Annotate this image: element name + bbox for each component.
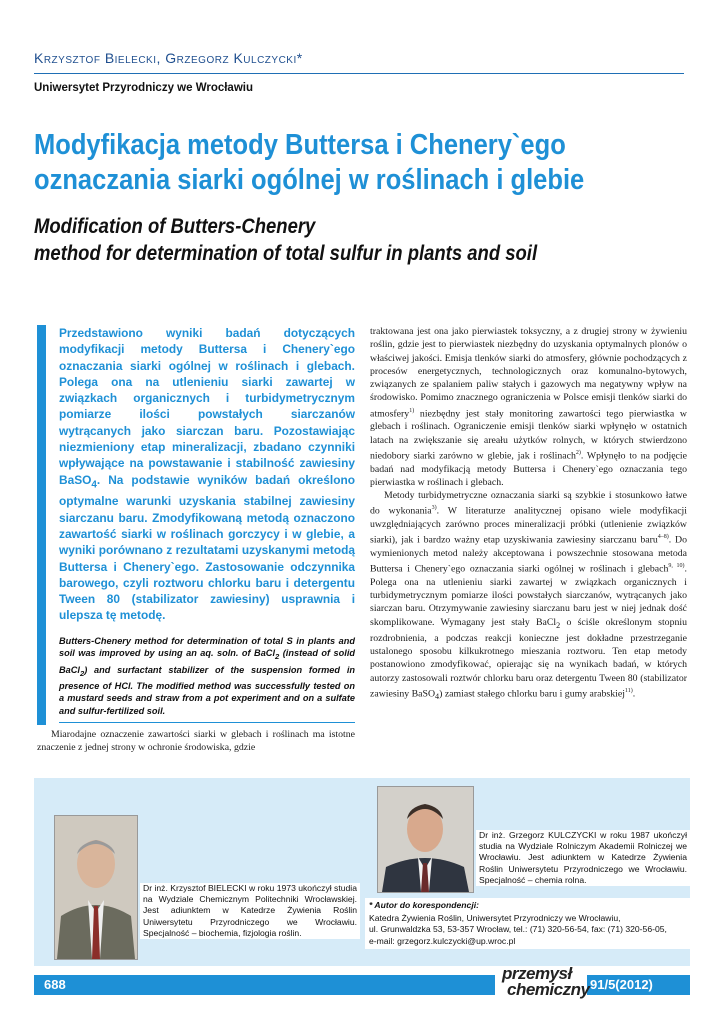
text: niezbędny jest stały monitoring zawartości tego pierwiastka w glebach i roślinach. Ograniczenie emisji tlenków siarki wpłynęło w ostatnich latach na zwiększanie się areału użytków rolnych, w których stwierdzono niedobory siarki zarówno w glebie, jak i roślinach bbox=[370, 408, 687, 462]
citation: 1) bbox=[409, 407, 415, 414]
text: . bbox=[632, 688, 636, 700]
subscript: 2 bbox=[275, 652, 280, 662]
title-polish-line-1: Modyfikacja metody Buttersa i Chenery`ego bbox=[34, 129, 566, 161]
text: . Wpłynęło to na podjęcie badań nad modyfikacją metody Buttersa i Chenery`ego oznaczania tego pierwiastka w roślinach i glebach. bbox=[370, 450, 687, 488]
affiliation: Uniwersytet Przyrodniczy we Wrocławiu bbox=[34, 82, 253, 94]
author-photo-kulczycki bbox=[377, 786, 474, 893]
citation: 4–8) bbox=[657, 534, 669, 541]
authors: Krzysztof Bielecki, Grzegorz Kulczycki* bbox=[34, 50, 303, 66]
title-english-line-1: Modification of Butters-Chenery bbox=[34, 215, 316, 238]
body-column-left bbox=[37, 728, 355, 755]
text: traktowana jest ona jako pierwiastek toksyczny, a z drugiej strony w żywieniu roślin, gdzie jest to pierwiastek niezbędny do uzyskania optymalnych plonów o właściwej jakości. Emisja tlenków siarki do atmosfery, głównie pochodzących z procesów energetycznych, technologicznych oraz komunalno-bytowych, związanych ze spalaniem paliw stałych i gazowych ma negatywny wpływ na środowisko. Pomimo znacznego ograniczenia w Polsce emisji tlenków siarki do atmosfery bbox=[370, 326, 687, 420]
correspondence-line-1: Katedra Żywienia Roślin, Uniwersytet Przyrodniczy we Wrocławiu, bbox=[369, 913, 621, 924]
issue-number: 91/5(2012) bbox=[590, 977, 653, 992]
header-rule bbox=[34, 73, 684, 74]
citation: 11) bbox=[624, 688, 633, 694]
body-paragraph bbox=[370, 325, 687, 489]
abstract-polish-text-cont: . Na podstawie wyników badań określono optymalne warunki uzyskania stabilnej zawiesiny siarczanu baru. Zmodyfikowaną metodą oznaczono zawartość siarki w roślinach gorczycy i w glebie, a wyniki porównano z rezultatami uzyskanymi metodą Buttersa i Chenery`ego. Zastosowanie odczynnika barowego, czyli roztworu chlorku baru i detergentu Tween 80 (stabilizator zawiesiny) usprawnia i ulepsza tę metodę. bbox=[59, 472, 355, 623]
bio-bielecki: Dr inż. Krzysztof BIELECKI w roku 1973 ukończył studia na Wydziale Chemicznym Politechniki Wrocławskiej. Jest adiunktem w Katedrze Żywienia Roślin Uniwersytetu Przyrodniczego we Wrocławiu. Specjalność – biochemia, fizjologia roślin. bbox=[140, 883, 360, 939]
citation: 9, 10) bbox=[668, 563, 685, 570]
body-column-right bbox=[370, 325, 687, 704]
abstract-english bbox=[59, 635, 355, 717]
title-english-line-2: method for determination of total sulfur in plants and soil bbox=[34, 242, 538, 265]
abstract-polish bbox=[59, 325, 355, 624]
bio-kulczycki: Dr inż. Grzegorz KULCZYCKI w roku 1987 ukończył studia na Wydziale Rolniczym Akademii Rolniczej we Wrocławiu. Jest adiunktem w Katedrze Żywienia Roślin Uniwersytetu Przyrodniczego we Wrocławiu. Specjalność – chemia rolna. bbox=[476, 830, 690, 886]
title-polish bbox=[34, 128, 615, 198]
abstract-english-text-cont: (instead of solid BaCl bbox=[59, 648, 355, 675]
text: . W literaturze analitycznej opisano wiele modyfikacji uwzględniających zarówno proces mineralizacji próbki (utlenienie związków siarki), jak i bardzo ważny etap uzyskiwania zawiesiny siarczanu baru bbox=[370, 505, 687, 546]
title-english bbox=[34, 213, 650, 267]
subscript: 2 bbox=[556, 620, 561, 630]
correspondence-line-2: ul. Grunwaldzka 53, 53-357 Wrocław, tel.: (71) 320-56-54, fax: (71) 320-56-05, bbox=[369, 924, 667, 935]
text: . Polega ona na utlenieniu siarki zawartej w związkach organicznych i turbidymetrycznym pomiarze ilości powstałych siarczanów, wytrącanych jako siarczan baru. Otrzymywanie zawiesiny siarczanu baru jest w niej jednak dość skomplikowane. Wymagany jest stały BaCl bbox=[370, 563, 687, 628]
text: o ściśle określonym stopniu rozdrobnienia, a podczas reakcji konieczne jest dokładne przestrzeganie ustalonego sposobu kilkukrotnego mieszania roztworu. Ten etap metody postanowiono zmodyfikować, opierając się na wynikach badań, w których autorzy zastosowali roztwór chlorku baru oraz detergentu Tween 80 (stabilizator zawiesiny BaSO bbox=[370, 616, 687, 700]
citation: 2) bbox=[575, 449, 581, 456]
correspondence-label: * Autor do korespondencji: bbox=[369, 900, 479, 910]
text: ) zamiast stałego chlorku baru i gumy arabskiej bbox=[439, 688, 625, 700]
abstract-rule bbox=[59, 722, 355, 723]
body-paragraph: Miarodajne oznaczenie zawartości siarki w glebach i roślinach ma istotne znaczenie z jednej strony w ochronie środowiska, gdzie bbox=[37, 729, 355, 754]
correspondence-email: e-mail: grzegorz.kulczycki@up.wroc.pl bbox=[369, 935, 516, 946]
body-paragraph bbox=[370, 489, 687, 703]
abstract-english-text: Butters-Chenery method for determination of total S in plants and soil was improved by using an aq. soln. of BaCl bbox=[59, 636, 355, 659]
subscript: 2 bbox=[79, 668, 85, 678]
journal-logo-line-2: chemiczny bbox=[507, 980, 590, 999]
text: . Do wymienionych metod należy akceptowana i powszechnie stosowana metoda Buttersa i Chenery`ego oznaczania siarki ogólnej w roślinach i glebach bbox=[370, 534, 687, 575]
author-photo-bielecki bbox=[54, 815, 138, 960]
abstract-english-text-end: ) and surfactant stabilizer of the suspension formed in presence of HCl. The modified method was successfully tested on a mustard seeds and straw from a pot experiment and on a sulfate and sulfur-fertilized soil. bbox=[59, 664, 355, 716]
subscript: 4 bbox=[435, 692, 440, 702]
abstract-accent-bar bbox=[37, 325, 46, 725]
title-polish-line-2: oznaczania siarki ogólnej w roślinach i glebie bbox=[34, 164, 585, 196]
page-number: 688 bbox=[44, 977, 66, 992]
text: Metody turbidymetryczne oznaczania siarki są szybkie i stosunkowo łatwe do wykonania bbox=[370, 490, 687, 517]
subscript: 4 bbox=[91, 479, 97, 491]
abstract-polish-text: Przedstawiono wyniki badań dotyczących modyfikacji metody Buttersa i Chenery`ego oznaczania siarki ogólnej w roślinach i glebach. Polega ona na utlenieniu siarki zawartej w związkach organicznych i turbidymetrycznym pomiarze ilości powstałych siarczanów wytrącanych jako siarczan baru. Pozostawiając niezmieniony etap mineralizacji, zbadano czynniki wpływające na powstawanie i stabilność zawiesiny BaSO bbox=[59, 326, 355, 487]
citation: 3) bbox=[431, 505, 437, 512]
correspondence bbox=[365, 898, 695, 949]
journal-logo-line-1: przemysł bbox=[502, 964, 572, 983]
